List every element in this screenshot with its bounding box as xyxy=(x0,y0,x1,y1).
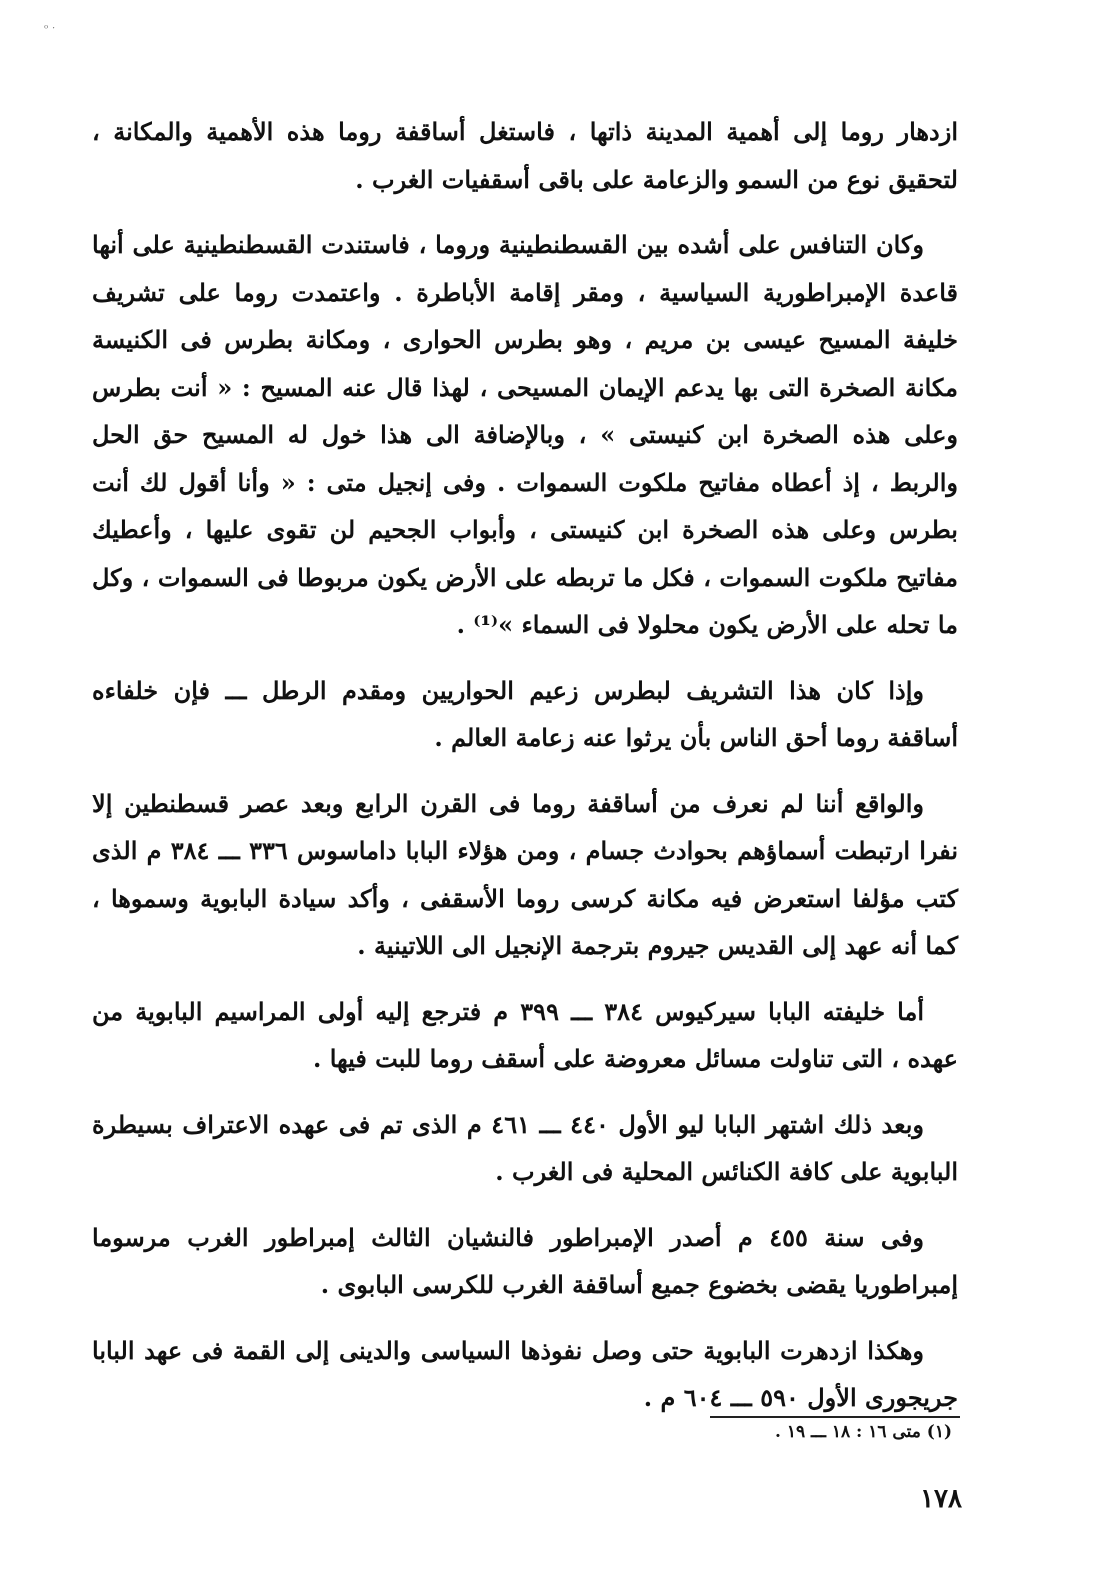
scan-corner-mark: ᵒ ˑ xyxy=(44,22,56,35)
paragraph-2: وكان التنافس على أشده بين القسطنطينية وروما ، فاستندت القسطنطينية على أنها قاعدة الإمبراطورية السياسية ، ومقر إقامة الأباطرة . واعتمدت روما على تشريف خليفة المسيح عيسى بن مريم ، وهو بطرس الحوارى ، ومكانة بطرس فى الكنيسة مكانة الصخرة التى بها يدعم الإيمان المسيحى ، لهذا قال عنه المسيح : « أنت بطرس وعلى هذه الصخرة ابن كنيستى » ، وبالإضافة الى هذا خول له المسيح حق الحل والربط ، إذ أعطاه مفاتيح ملكوت السموات . وفى إنجيل متى : « وأنا أقول لك أنت بطرس وعلى هذه الصخرة ابن كنيستى ، وأبواب الجحيم لن تقوى عليها ، وأعطيك مفاتيح ملكوت السموات ، فكل ما تربطه على الأرض يكون مربوطا فى السموات ، وكل ما تحله على الأرض يكون محلولا فى السماء »⁽¹⁾ . xyxy=(92,230,958,639)
paragraph-6: وبعد ذلك اشتهر البابا ليو الأول ٤٤٠ ـــ ٤٦١ م الذى تم فى عهده الاعتراف بسيطرة البابوية على كافة الكنائس المحلية فى الغرب . xyxy=(92,1109,958,1186)
page-number: ١٧٨ xyxy=(920,1484,962,1514)
footnote-divider xyxy=(710,1416,960,1418)
footnote: (١) متى ١٦ : ١٨ ـــ ١٩ . xyxy=(774,1422,952,1442)
paragraph-7: وفى سنة ٤٥٥ م أصدر الإمبراطور فالنشيان الثالث إمبراطور الغرب مرسوما إمبراطوريا يقضى بخضوع جميع أساقفة الغرب للكرسى البابوى . xyxy=(92,1222,958,1299)
paragraph-8: وهكذا ازدهرت البابوية حتى وصل نفوذها السياسى والدينى إلى القمة فى عهد البابا جريجورى الأول ٥٩٠ ـــ ٦٠٤ م . xyxy=(92,1335,958,1412)
paragraph-3: وإذا كان هذا التشريف لبطرس زعيم الحواريين ومقدم الرطل ـــ فإن خلفاءه أساقفة روما أحق الناس بأن يرثوا عنه زعامة العالم . xyxy=(92,675,958,752)
body-text xyxy=(92,108,958,1440)
paragraph-1: ازدهار روما إلى أهمية المدينة ذاتها ، فاستغل أساقفة روما هذه الأهمية والمكانة ، لتحقيق نوع من السمو والزعامة على باقى أسقفيات الغرب . xyxy=(92,117,958,194)
paragraph-4: والواقع أننا لم نعرف من أساقفة روما فى القرن الرابع وبعد عصر قسطنطين إلا نفرا ارتبطت أسماؤهم بحوادث جسام ، ومن هؤلاء البابا داماسوس ٣٣٦ ـــ ٣٨٤ م الذى كتب مؤلفا استعرض فيه مكانة كرسى روما الأسقفى ، وأكد سيادة البابوية وسموها ، كما أنه عهد إلى القديس جيروم بترجمة الإنجيل الى اللاتينية . xyxy=(92,788,959,960)
paragraph-5: أما خليفته البابا سيركيوس ٣٨٤ ـــ ٣٩٩ م فترجع إليه أولى المراسيم البابوية من عهده ، التى تناولت مسائل معروضة على أسقف روما للبت فيها . xyxy=(92,996,958,1073)
